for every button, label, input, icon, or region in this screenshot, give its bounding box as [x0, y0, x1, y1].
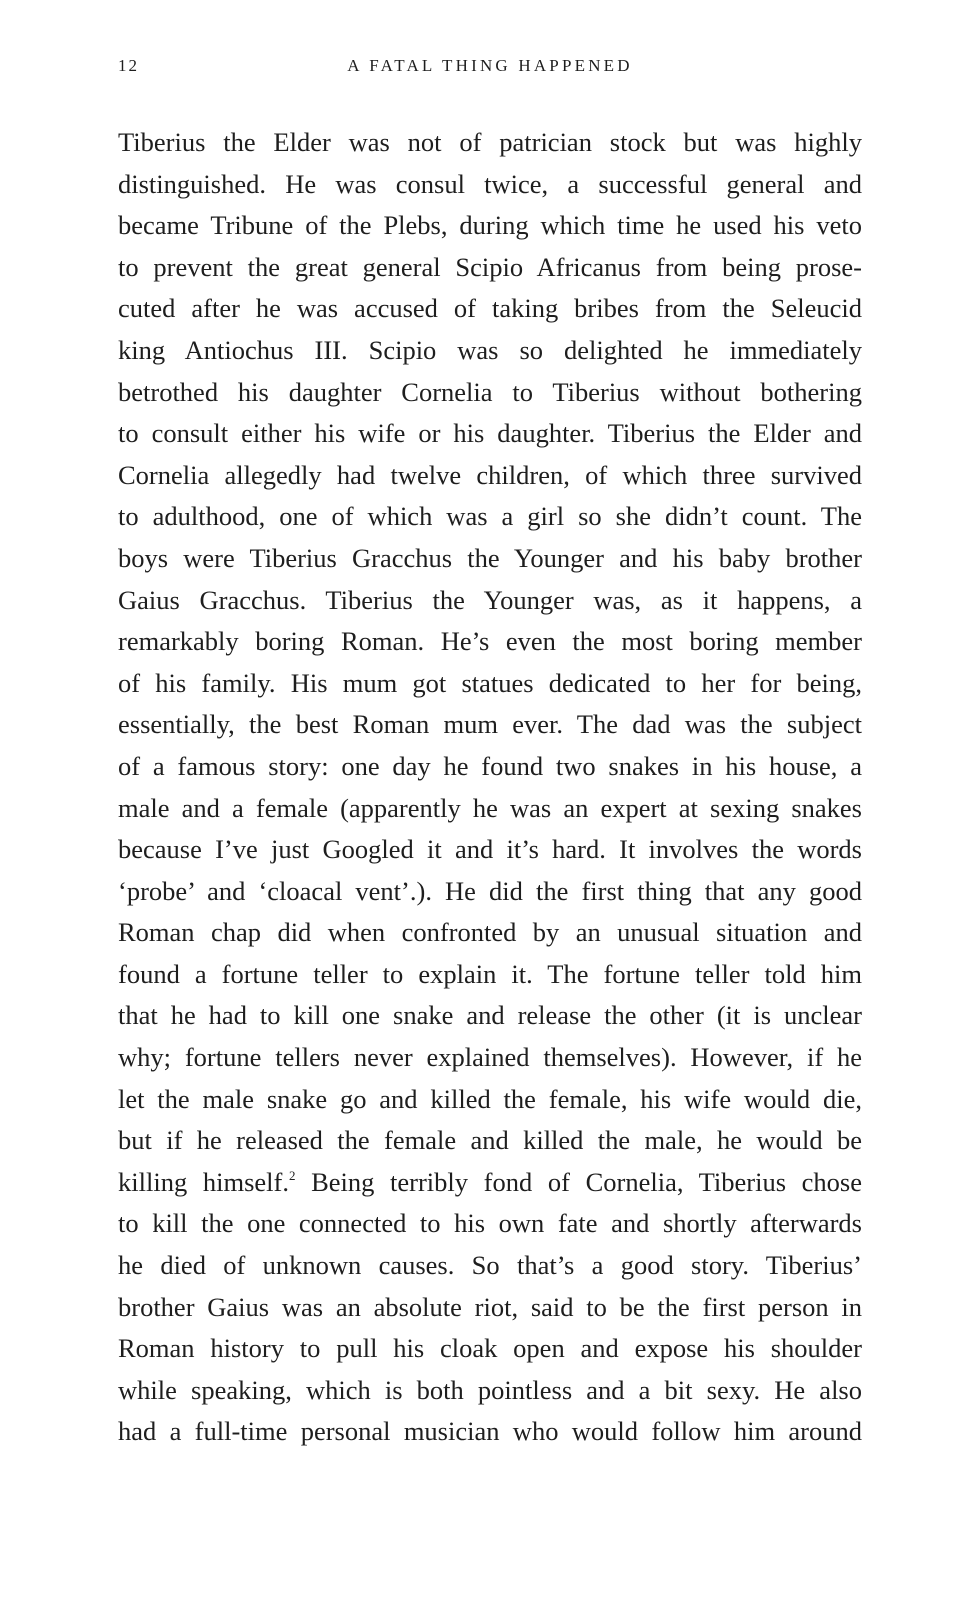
- text-line: while speaking, which is both pointless and a bit sexy. He also: [118, 1374, 862, 1405]
- text-line: to consult either his wife or his daughter. Tiberius the Elder and: [118, 418, 862, 449]
- text-line: Cornelia allegedly had twelve children, of which three survived: [118, 459, 862, 490]
- body-paragraph: [118, 122, 862, 1453]
- text-line: essentially, the best Roman mum ever. The dad was the subject: [118, 709, 862, 740]
- text-line: that he had to kill one snake and release the other (it is unclear: [118, 1000, 862, 1031]
- text-line: distinguished. He was consul twice, a successful general and: [118, 168, 862, 199]
- text-line: Roman chap did when confronted by an unusual situation and: [118, 917, 862, 948]
- running-head: A FATAL THING HAPPENED: [347, 56, 633, 75]
- text-line: king Antiochus III. Scipio was so delighted he immediately: [118, 334, 862, 365]
- text-line: of his family. His mum got statues dedicated to her for being,: [118, 667, 862, 698]
- text-line: Gaius Gracchus. Tiberius the Younger was, as it happens, a: [118, 584, 862, 615]
- text-line: remarkably boring Roman. He’s even the most boring member: [118, 626, 862, 657]
- text-line: to adulthood, one of which was a girl so she didn’t count. The: [118, 501, 862, 532]
- text-line: to kill the one connected to his own fate and shortly afterwards: [118, 1208, 862, 1239]
- footnote-marker: 2: [288, 1167, 296, 1183]
- text-line: boys were Tiberius Gracchus the Younger and his baby brother: [118, 542, 862, 573]
- text-line: became Tribune of the Plebs, during which time he used his veto: [118, 210, 862, 241]
- text-line: let the male snake go and killed the female, his wife would die,: [118, 1083, 862, 1114]
- text-line: had a full-time personal musician who would follow him around: [118, 1416, 862, 1447]
- text-segment: killing himself.: [118, 1166, 289, 1197]
- text-line: male and a female (apparently he was an expert at sexing snakes: [118, 792, 862, 823]
- text-line: why; fortune tellers never explained themselves). However, if he: [118, 1042, 862, 1073]
- text-line: brother Gaius was an absolute riot, said to be the first person in: [118, 1291, 862, 1322]
- text-line: Tiberius the Elder was not of patrician stock but was highly: [118, 127, 862, 157]
- page-number: 12: [118, 56, 139, 75]
- text-line: because I’ve just Googled it and it’s hard. It involves the words: [118, 834, 862, 865]
- text-line: ‘probe’ and ‘cloacal vent’.). He did the first thing that any good: [118, 875, 862, 906]
- text-line: found a fortune teller to explain it. The fortune teller told him: [118, 958, 862, 989]
- text-segment: Being terribly fond of Cornelia, Tiberius chose: [295, 1166, 862, 1197]
- text-line-with-footnote: [118, 1162, 862, 1204]
- page-header: [118, 56, 862, 86]
- text-line: Roman history to pull his cloak open and expose his shoulder: [118, 1333, 862, 1364]
- text-line: of a famous story: one day he found two snakes in his house, a: [118, 750, 862, 781]
- text-line: cuted after he was accused of taking bribes from the Seleucid: [118, 293, 862, 324]
- text-line: betrothed his daughter Cornelia to Tiberius without bothering: [118, 376, 862, 407]
- text-line: he died of unknown causes. So that’s a good story. Tiberius’: [118, 1250, 862, 1281]
- text-line: to prevent the great general Scipio Africanus from being prose-: [118, 251, 862, 282]
- text-line: but if he released the female and killed the male, he would be: [118, 1125, 862, 1156]
